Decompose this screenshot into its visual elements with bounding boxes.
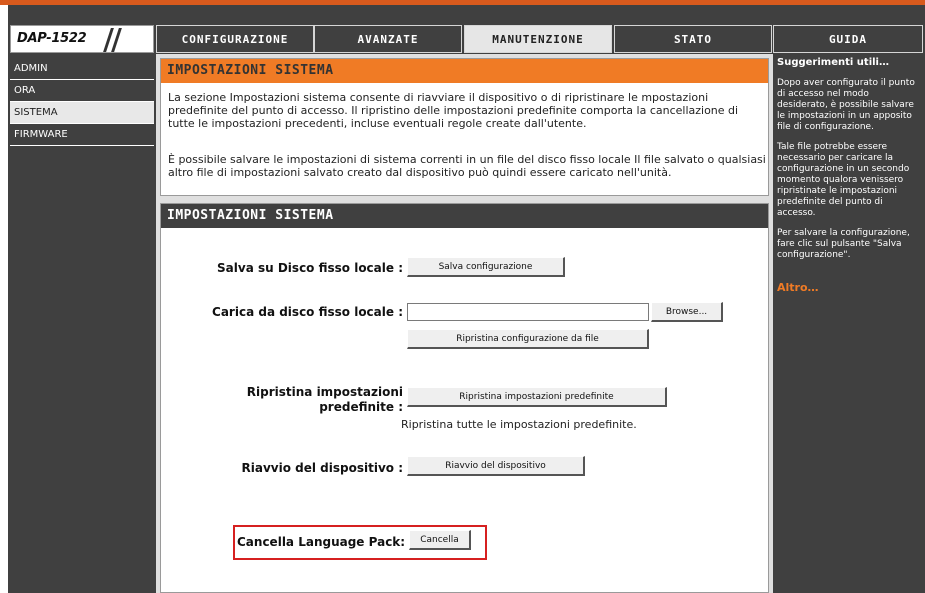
restore-defaults-label	[161, 385, 403, 415]
sidebar-item-admin[interactable]: ADMIN	[10, 58, 154, 80]
browse-button[interactable]: Browse...	[651, 302, 723, 322]
sidebar-nav	[10, 58, 154, 146]
restore-from-file-button[interactable]: Ripristina configurazione da file	[407, 329, 649, 349]
save-config-button[interactable]: Salva configurazione	[407, 257, 565, 277]
intro-paragraph-2: È possibile salvare le impostazioni di sistema correnti in un file del disco fisso locale Il file salvato o qualsiasi altro file di impostazioni salvato creato dal dispositivo può quindi essere caricato nell'unità.	[168, 153, 766, 179]
restore-defaults-label-line-2: predefinite :	[319, 400, 403, 414]
tab-manutenzione[interactable]: MANUTENZIONE	[464, 25, 612, 53]
main-content	[156, 54, 773, 593]
tab-stato[interactable]: STATO	[614, 25, 772, 53]
tab-avanzate[interactable]: AVANZATE	[314, 25, 462, 53]
help-paragraph-3: Per salvare la configurazione, fare clic sul pulsante "Salva configurazione".	[777, 228, 910, 260]
tab-configurazione[interactable]: CONFIGURAZIONE	[156, 25, 314, 53]
restore-defaults-label-line-1: Ripristina impostazioni	[246, 385, 403, 399]
delete-language-pack-button[interactable]: Cancella	[409, 530, 471, 550]
language-pack-label: Cancella Language Pack:	[237, 535, 406, 549]
reboot-button[interactable]: Riavvio del dispositivo	[407, 456, 585, 476]
sidebar-item-sistema[interactable]: SISTEMA	[10, 102, 154, 124]
help-paragraph-1: Dopo aver configurato il punto di accesso nel modo desiderato, è possibile salvare le impostazioni in un apposito file di configurazione.	[777, 78, 915, 132]
settings-title: IMPOSTAZIONI SISTEMA	[161, 204, 768, 228]
sidebar-item-ora[interactable]: ORA	[10, 80, 154, 102]
reboot-label: Riavvio del dispositivo :	[241, 461, 403, 475]
config-file-input[interactable]	[407, 303, 649, 321]
restore-defaults-button[interactable]: Ripristina impostazioni predefinite	[407, 387, 667, 407]
load-local-label: Carica da disco fisso locale :	[212, 305, 403, 319]
intro-panel	[160, 58, 769, 196]
settings-panel	[160, 203, 769, 593]
intro-paragraph-1: La sezione Impostazioni sistema consente di riavviare il dispositivo o di ripristinare le mpostazioni predefinite del punto di accesso. Il ripristino delle impostazioni predefinite comporta la cancellazione di tutte le impostazioni precedenti, incluse eventuali regole create dall'utente.	[168, 91, 739, 130]
help-title: Suggerimenti utili…	[777, 57, 889, 68]
tab-guida[interactable]: GUIDA	[773, 25, 923, 53]
help-paragraph-2: Tale file potrebbe essere necessario per caricare la configurazione in un secondo momento qualora venissero ripristinate le impostazioni predefinite del punto di accesso.	[777, 142, 910, 218]
sidebar-item-firmware[interactable]: FIRMWARE	[10, 124, 154, 146]
help-panel	[775, 54, 922, 593]
model-name: DAP-1522	[17, 31, 87, 46]
restore-defaults-note: Ripristina tutte le impostazioni predefinite.	[401, 418, 637, 431]
intro-title: IMPOSTAZIONI SISTEMA	[161, 59, 768, 83]
save-local-label: Salva su Disco fisso locale :	[217, 261, 403, 275]
help-more-link[interactable]: Altro…	[777, 281, 819, 294]
brand-logo	[10, 25, 154, 53]
